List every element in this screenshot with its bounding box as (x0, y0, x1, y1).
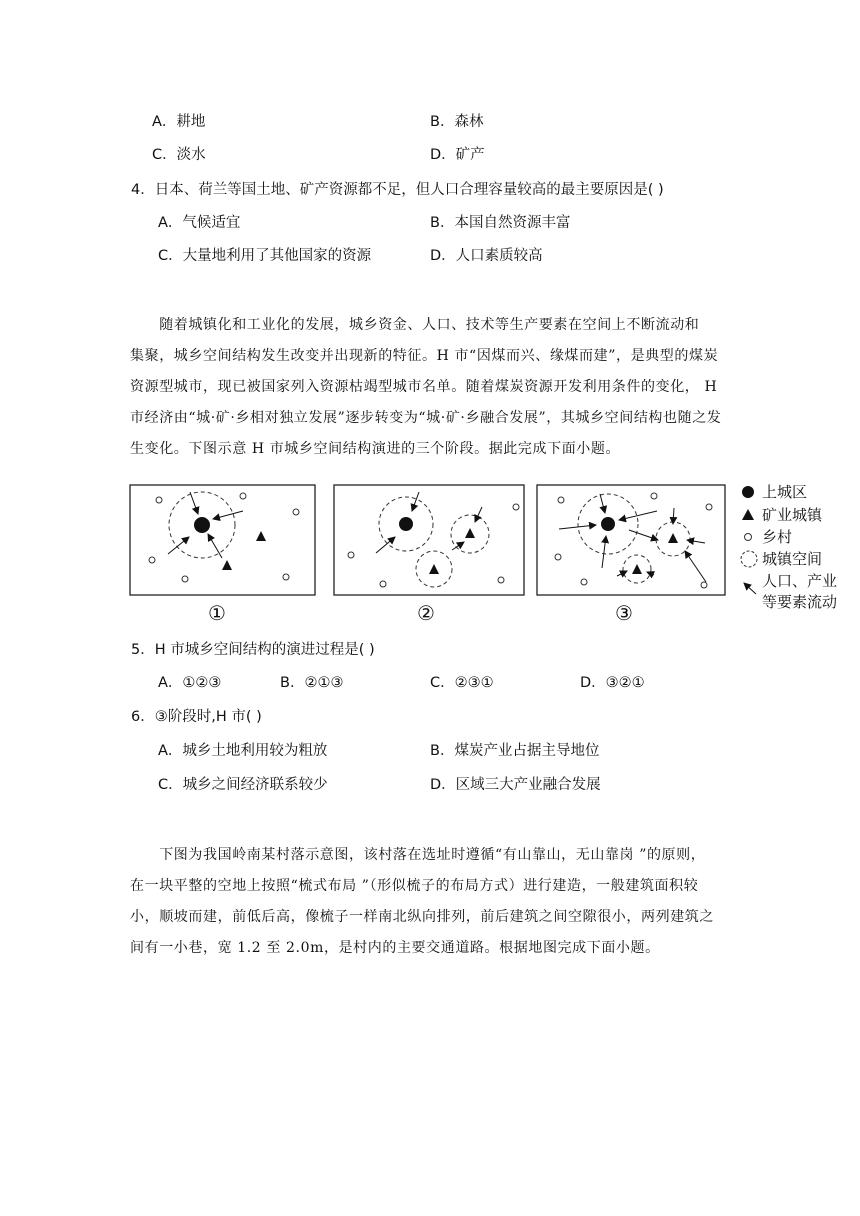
q5-option-c: C．②③① (430, 675, 494, 691)
legend-city-symbol (742, 486, 754, 498)
legend-mining-symbol (742, 509, 754, 520)
q3-option-a: A．耕地 (152, 114, 206, 130)
q4-option-b: B．本国自然资源丰富 (430, 215, 571, 231)
passage-line: 间有一小巷，宽 1.2 至 2.0m，是村内的主要交通道路。根据地图完成下面小题。 (130, 940, 660, 956)
legend-flow-arrow (744, 583, 756, 594)
passage-urban-rural (130, 310, 735, 465)
passage-line: 生变化。下图示意 H 市城乡空间结构演进的三个阶段。据此完成下面小题。 (130, 441, 621, 457)
q4-option-c: C．大量地利用了其他国家的资源 (158, 248, 372, 264)
city-dot (601, 517, 615, 531)
q3-option-b: B．森林 (430, 114, 484, 130)
q4-stem: 4．日本、荷兰等国土地、矿产资源都不足，但人口合理容量较高的最主要原因是( ) (131, 182, 664, 198)
stage-panel-2 (334, 485, 524, 595)
city-dot (399, 517, 413, 531)
panel-label-2: ② (417, 601, 435, 625)
q5-option-d: D．③②① (580, 675, 645, 691)
city-dot (194, 517, 210, 533)
legend-mining-label: 矿业城镇 (762, 506, 823, 524)
stage-panel-3 (537, 485, 725, 595)
q3-option-c: C．淡水 (152, 147, 206, 163)
mining-town-triangle (222, 560, 232, 570)
stage-panel-1 (130, 485, 315, 595)
q6-option-a: A．城乡土地利用较为粗放 (158, 743, 328, 759)
passage-line: 在一块平整的空地上按照“梳式布局 ”（形似梳子的布局方式）进行建造，一般建筑面积较 (130, 878, 699, 894)
passage-village (130, 840, 735, 964)
q5-option-a: A．①②③ (158, 675, 222, 691)
panel-label-3: ③ (615, 601, 633, 625)
passage-line: 下图为我国岭南某村落示意图，该村落在选址时遵循“有山靠山，无山靠岗 ”的原则， (130, 847, 706, 863)
urban-rural-structure-figure (125, 478, 850, 630)
passage-line: 集聚，城乡空间结构发生改变并出现新的特征。H 市“因煤而兴、缘煤而建”，是典型的煤炭 (130, 348, 719, 364)
passage-line: 市经济由“城·矿·乡相对独立发展”逐步转变为“城·矿·乡融合发展”，其城乡空间结构也随之发 (130, 410, 722, 426)
legend-village-label: 乡村 (762, 528, 793, 546)
q3-option-d: D．矿产 (430, 147, 485, 163)
q5-option-b: B．②①③ (280, 675, 344, 691)
q6-option-d: D．区域三大产业融合发展 (430, 777, 601, 793)
q6-option-b: B．煤炭产业占据主导地位 (430, 743, 600, 759)
q5-stem: 5．H 市城乡空间结构的演进过程是( ) (131, 642, 375, 658)
legend-village-symbol (745, 534, 752, 541)
mining-town-triangle (429, 564, 439, 574)
q6-stem: 6．③阶段时,H 市( ) (131, 709, 262, 725)
q6-option-c: C．城乡之间经济联系较少 (158, 777, 328, 793)
mining-town-triangle (632, 564, 642, 574)
legend-urban-space-symbol (741, 551, 757, 567)
mining-town-triangle (465, 528, 475, 538)
legend-urban-space-label: 城镇空间 (762, 550, 823, 568)
passage-line: 随着城镇化和工业化的发展，城乡资金、人口、技术等生产要素在空间上不断流动和 (130, 317, 700, 333)
mining-town-triangle (668, 533, 678, 543)
legend-city-label: 上城区 (762, 483, 808, 501)
mining-town-triangle (256, 531, 266, 541)
panel-label-1: ① (208, 601, 226, 625)
passage-line: 小，顺坡而建，前低后高，像梳子一样南北纵向排列，前后建筑之间空隙很小，两列建筑之 (130, 909, 714, 925)
legend (741, 483, 837, 611)
legend-flow-label-1: 人口、产业 (762, 572, 838, 590)
passage-line: 资源型城市，现已被国家列入资源枯竭型城市名单。随着煤炭资源开发利用条件的变化， H (130, 379, 718, 395)
legend-flow-label-2: 等要素流动 (762, 593, 838, 611)
q4-option-a: A．气候适宜 (158, 215, 241, 231)
q4-option-d: D．人口素质较高 (430, 248, 543, 264)
